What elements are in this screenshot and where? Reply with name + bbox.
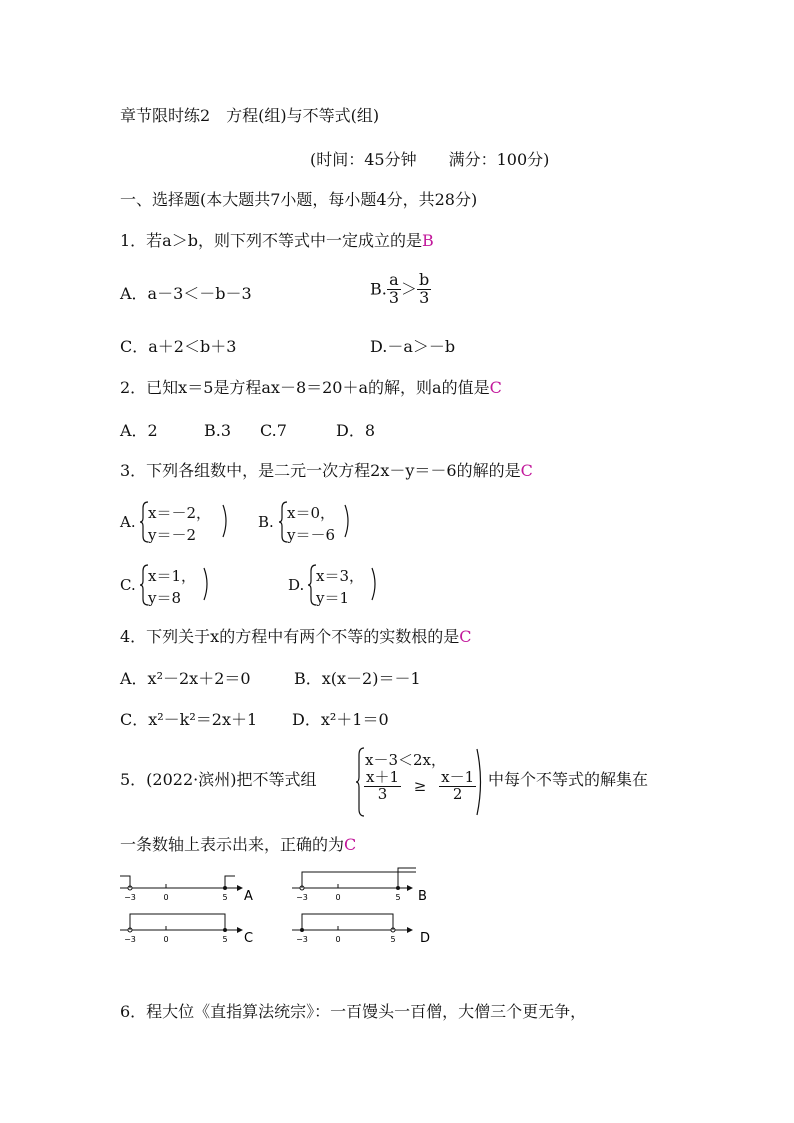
q3-option-d-label: D. [288, 576, 305, 594]
tick-label: 0 [335, 935, 341, 944]
question-5-suffix: 中每个不等式的解集在 [488, 770, 649, 789]
section-heading: 一、选择题(本大题共7小题，每小题4分，共28分) [120, 190, 478, 209]
option-label: A [244, 889, 253, 904]
q3-option-c-label: C. [120, 576, 136, 594]
question-2-stem [120, 380, 502, 396]
inequality: x－3＜2x， [365, 751, 447, 769]
q2-option-c: C.7 [260, 421, 287, 440]
numerator: x＋1 [366, 768, 400, 786]
page-title: 章节限时练2 方程(组)与不等式(组) [120, 106, 380, 125]
question-4-stem [120, 629, 471, 645]
tick-label: 0 [335, 893, 341, 902]
q3-option-b-label: B. [258, 513, 274, 531]
answer-mark: C [489, 378, 502, 397]
denominator: 3 [419, 287, 430, 307]
equation: y＝1 [316, 589, 350, 607]
q2-option-a: A．2 [120, 421, 158, 440]
q4-option-c: C．x²－k²＝2x＋1 [120, 710, 258, 729]
equation: y＝－2 [148, 526, 197, 544]
q2-option-b: B.3 [204, 421, 232, 440]
question-6-stem: 6．程大位《直指算法统宗》：一百馒头一百僧，大僧三个更无争， [120, 1002, 587, 1021]
tick-label: 5 [390, 935, 396, 944]
equation: y＝－6 [287, 526, 336, 544]
numerator: b [419, 270, 430, 289]
operator: ≥ [413, 777, 427, 796]
answer-mark: B [421, 231, 434, 250]
option-label: D [420, 931, 431, 946]
question-5-prefix: 5．(2022·滨州)把不等式组 [120, 770, 317, 789]
question-5-line2 [120, 837, 356, 853]
right-paren-icon [371, 567, 379, 601]
q1-option-c: C．a＋2＜b＋3 [120, 337, 237, 356]
operator: ＞ [401, 279, 418, 299]
q5-number-line-options [110, 866, 470, 956]
tick-label: 0 [163, 935, 169, 944]
tick-label: 5 [395, 893, 401, 902]
tick-label: −3 [124, 935, 136, 944]
answer-mark: C [459, 627, 472, 646]
q1-option-d: D.－a＞－b [370, 337, 456, 356]
number-line-b [292, 868, 427, 904]
q3-option-d-system [308, 563, 383, 607]
question-text: 1．若a＞b，则下列不等式中一定成立的是 [120, 231, 422, 250]
number-line-c [120, 914, 253, 946]
q2-option-d: D．8 [336, 421, 376, 440]
q3-option-a-system [140, 500, 235, 544]
option-label: B. [370, 279, 387, 299]
q4-option-d: D．x²＋1＝0 [292, 710, 389, 729]
denominator: 2 [452, 784, 463, 803]
equation: x＝－2， [148, 504, 212, 522]
question-text: 一条数轴上表示出来，正确的为 [120, 835, 345, 854]
equation: x＝3， [316, 567, 365, 585]
question-text: 2．已知x＝5是方程ax－8＝20＋a的解，则a的值是 [120, 378, 490, 397]
fraction [417, 272, 431, 307]
q4-option-b: B．x(x－2)＝－1 [294, 669, 421, 688]
inequality [364, 770, 476, 803]
right-paren-icon [222, 504, 230, 538]
tick-label: 0 [163, 893, 169, 902]
tick-label: −3 [296, 935, 308, 944]
question-text: 4．下列关于x的方程中有两个不等的实数根的是 [120, 627, 460, 646]
equation: x＝1， [148, 567, 197, 585]
number-line-a [120, 876, 253, 904]
fraction [364, 770, 401, 803]
denominator: 3 [377, 784, 388, 803]
option-label: C [244, 931, 254, 946]
exam-meta: (时间：45分钟 满分：100分) [310, 150, 550, 169]
q1-option-b [370, 272, 431, 307]
numerator: a [387, 272, 401, 290]
equation: x＝0， [287, 504, 336, 522]
question-3-stem [120, 463, 533, 479]
right-paren-icon [344, 504, 352, 538]
tick-label: 5 [222, 935, 228, 944]
answer-mark: C [520, 461, 533, 480]
fraction [387, 272, 401, 307]
fraction [439, 770, 476, 803]
question-1-stem [120, 233, 434, 249]
q3-option-c-system [140, 563, 215, 607]
right-paren-icon [476, 748, 485, 816]
q5-inequality-system [356, 746, 486, 818]
tick-label: −3 [296, 893, 308, 902]
q3-option-b-system [279, 500, 359, 544]
numerator: x－1 [441, 768, 475, 786]
equation: y＝8 [148, 589, 182, 607]
answer-mark: C [344, 835, 357, 854]
q3-option-a-label: A. [120, 513, 136, 531]
tick-label: 5 [222, 893, 228, 902]
q1-option-a: A．a－3＜－b－3 [120, 284, 252, 303]
right-paren-icon [203, 567, 211, 601]
number-line-d [292, 914, 430, 946]
denominator: 3 [388, 287, 400, 307]
tick-label: −3 [124, 893, 136, 902]
q4-option-a: A．x²－2x＋2＝0 [120, 669, 251, 688]
option-label: B [418, 889, 427, 904]
question-text: 3．下列各组数中，是二元一次方程2x－y＝－6的解的是 [120, 461, 521, 480]
